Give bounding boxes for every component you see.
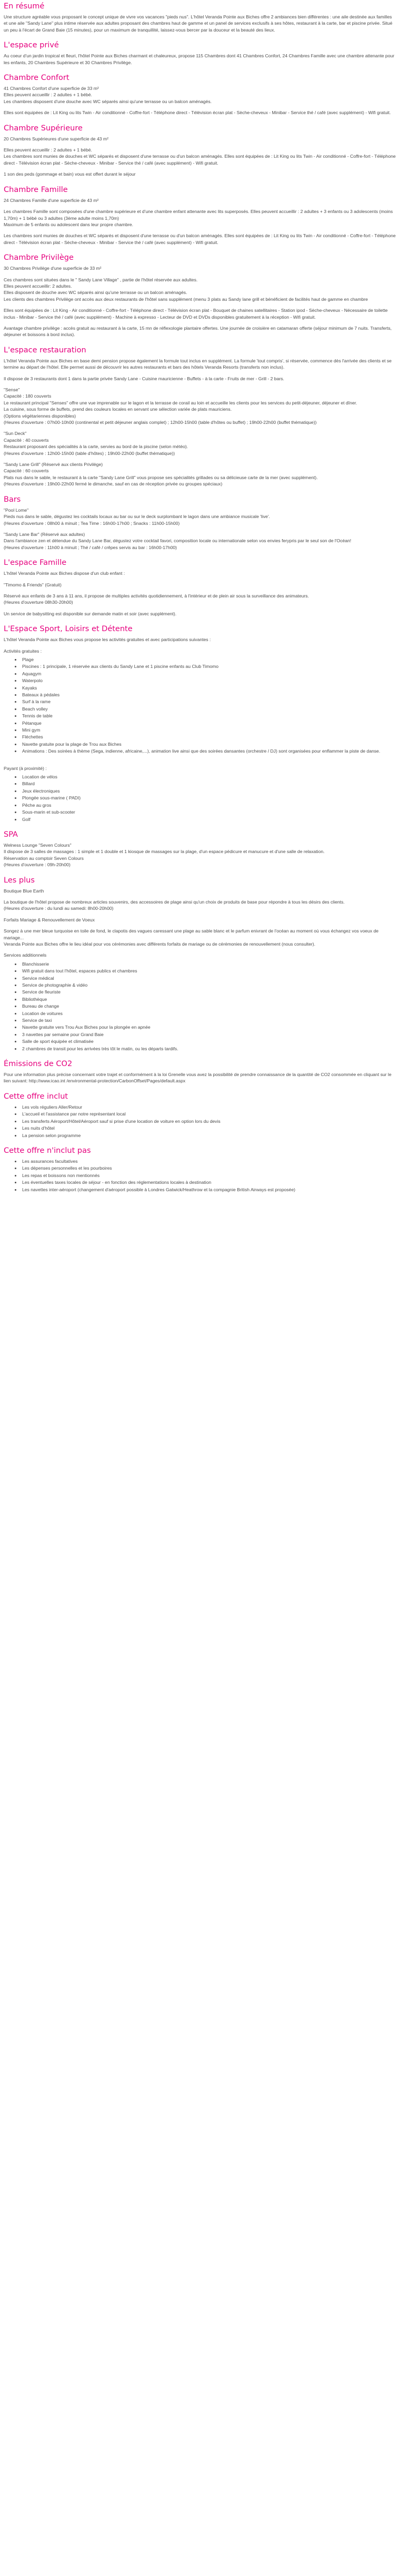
bar-line: Pieds nus dans le sable, dégustez les cocktails locaux au bar ou sur le deck surplombant le lagon dans une ambiance musicale 'live'. — [4, 514, 270, 520]
plus-line: (Heures d'ouverture : du lundi au samedi: 8h00-20h00) — [4, 906, 114, 911]
section-title-spa: SPA — [4, 830, 18, 839]
restaurant-line: Capacité : 180 couverts — [4, 393, 52, 399]
privilege-equipment: Elles sont équipées de : Lit King - Air conditionné - Coffre-fort - Téléphone direct - Télévision écran plat - Bouquet de chaines satellitaires - Station ipod - Sèche-cheveux - Nécessaire de toilette inclus - Minibar - Service thé / café (avec supplément) - Machine à expresso - Lecteur de DVD et DVDs disponibles gratuitement à la réception - Wifi gratuit. — [4, 308, 388, 320]
restaurant-line: (Options végétariennes disponibles) — [4, 413, 76, 419]
section-title-co2: Émissions de CO2 — [4, 1060, 73, 1069]
section-restauration — [4, 346, 396, 488]
famille-esp-text: Réservé aux enfants de 3 ans à 11 ans, il propose de multiples activités quotidiennement, à l'intérieur et de plein air sous la surveillance des animateurs. (Heures d'ouverture 08h30-20h00) — [4, 593, 309, 605]
bar-pool — [4, 507, 396, 526]
restaurant-line: Restaurant proposant des spécialités à la carte, servies au bord de la piscine (selon météo). — [4, 444, 188, 450]
list-item: • Plage — [21, 656, 396, 663]
famille-esp-intro: L'hôtel Veranda Pointe aux Biches dispose d'un club enfant : — [4, 571, 125, 576]
restaurant-line: Capacité : 60 couverts — [4, 468, 49, 474]
section-resume — [4, 2, 396, 33]
list-item: • Les nuits d'hôtel — [21, 1125, 396, 1131]
bar-sandy-lane — [4, 531, 396, 551]
resume-text: Une structure agréable vous proposant le concept unique de vivre vos vacances "pieds nus". L'hôtel Veranda Pointe aux Biches offre 2 ambiances bien différentes : une aile destinée aux familles et une aile "Sandy Lane" plus intime réservée aux adultes proposant des chambres haut de gamme et un panel de services exclusifs à ses hôtes, restaurant à la carte, bar et piscine privée. Situé un peu à l'écart de Grand Baie (15 minutes), pour un maximum de tranquillité, laissez-vous bercer par la douceur et la beauté des lieux. — [4, 14, 393, 33]
section-co2 — [4, 1059, 396, 1084]
list-item: • Wifi gratuit dans tout l'hôtel, espaces publics et chambres — [21, 968, 396, 974]
spa-line: (Heures d'ouverture : 09h-20h00) — [4, 862, 71, 868]
co2-text: Pour une information plus précise concernant votre trajet et conformément à la loi Grenelle vous avez la possibilité de prendre connaissance de la quantité de CO2 consommée en cliquant sur le lien suivant: http://www.icao.int /environmental-protection/CarbonOffset/Pages/default.aspx — [4, 1072, 392, 1084]
restaurant-line: Le restaurant principal "Senses" offre une vue imprenable sur le lagon et la terrasse de corail au loin et accueille les clients pour les services du petit-déjeuner, déjeuner et dîner. — [4, 400, 357, 405]
privilege-text: Ces chambres sont situées dans le " Sandy Lane Village" , partie de l'hôtel réservée aux adultes. Elles peuvent accueillir: 2 adultes. Elles disposent de douche avec WC séparés ainsi qu'une terrasse ou un balcon aménagés. Les clients des chambres Privilège ont accès aux deux restaurants de l'hôtel sans supplément (menu 3 plats au Sandy lane grill et bénéficient de facilités haut de gamme en chambre — [4, 277, 368, 302]
restaurant-line: "Sun Deck" — [4, 431, 27, 437]
restauration-p2: Il dispose de 3 restaurants dont 1 dans la partie privée Sandy Lane - Cuisine mauricienne - Buffets - à la carte - Fruits de mer - Grill - 2 bars. — [4, 376, 284, 381]
list-item: • Service de photographie & vidéo — [21, 982, 396, 988]
list-item: • Jeux électroniques — [21, 788, 396, 794]
services-list — [4, 961, 396, 1052]
section-title-inclut: Cette offre inclut — [4, 1092, 68, 1101]
list-item: • Les éventuelles taxes locales de séjour - en fonction des réglementations locales à destination — [21, 1179, 396, 1185]
spa-line: Welness Lounge "Seven Colours" — [4, 842, 72, 848]
section-offre-non-inclut — [4, 1146, 396, 1193]
section-chambre-famille — [4, 185, 396, 246]
plus-line: La boutique de l'hôtel propose de nombreux articles souvenirs, des accessoires de plage ainsi qu'un choix de produits de base pour répondre à tous les désirs des clients. — [4, 899, 345, 905]
bar-line: "Sandy Lane Bar" (Réservé aux adultes) — [4, 531, 85, 537]
sport-intro: L'hôtel Veranda Pointe aux Biches vous propose les activités gratuites et avec participations suivantes : — [4, 637, 211, 643]
restaurant-sun-deck — [4, 430, 396, 457]
restaurant-line: (Heures d'ouverture : 19h00-22h00 fermé le dimanche, sauf en cas de réception privée ou groupes spéciaux) — [4, 481, 223, 487]
list-item: • Les navettes inter-aéroport (changement d'aéroport possible à Londres Gatwick/Heathrow et la compagnie British Airways est proposée) — [21, 1186, 396, 1193]
famille-esp-babysitting: Un service de babysitting est disponible sur demande matin et soir (avec supplément). — [4, 611, 177, 616]
list-item: • Service médical — [21, 975, 396, 981]
list-item: • Surf à la rame — [21, 698, 396, 705]
list-item: • Billard — [21, 780, 396, 787]
section-title-plus: Les plus — [4, 876, 35, 885]
list-item: • La pension selon programme — [21, 1132, 396, 1139]
spa-line: Il dispose de 3 salles de massages : 1 simple et 1 double et 1 kiosque de massages sur la plage, d'un espace pédicure et manucure et d'une salle de relaxation. — [4, 849, 325, 855]
list-item: • Navette gratuite vers Trou Aux Biches pour la plongée en apnée — [21, 1024, 396, 1030]
confort-line: Les chambres disposent d'une douche avec WC séparés ainsi qu'une terrasse ou un balcon aménagés. — [4, 98, 212, 104]
section-title-non-inclut: Cette offre n'inclut pas — [4, 1146, 91, 1155]
superieure-note: 1 son des peds (gommage et bain) vous est offert durant le séjour — [4, 171, 136, 177]
list-item: • Les assurances facultatives — [21, 1158, 396, 1164]
section-title-famille: Chambre Famille — [4, 185, 68, 194]
section-title-bars: Bars — [4, 495, 21, 504]
bar-line: (Heures d'ouverture : 08h00 à minuit ; Tea Time : 16h00-17h00 ; Snacks : 11h00-15h00) — [4, 520, 180, 526]
privilege-intro: 30 Chambres Privilège d'une superficie de 33 m² — [4, 266, 102, 271]
list-item: • Kayaks — [21, 685, 396, 691]
list-item: • Blanchisserie — [21, 961, 396, 967]
list-item: • Fléchettes — [21, 734, 396, 740]
restaurant-line: Capacité : 40 couverts — [4, 437, 49, 443]
list-item: • Bibliothèque — [21, 996, 396, 1002]
non-inclut-list — [4, 1158, 396, 1193]
section-espace-prive — [4, 40, 396, 66]
section-title-espace-prive: L'espace privé — [4, 41, 59, 50]
list-item: • Pêche au gros — [21, 802, 396, 808]
list-item: • Bateaux à pédales — [21, 692, 396, 698]
restaurant-line: "Sense" — [4, 387, 20, 392]
section-title-sport: L'Espace Sport, Loisirs et Détente — [4, 625, 133, 634]
list-item: • Bureau de change — [21, 1003, 396, 1009]
restaurant-sense — [4, 387, 396, 425]
list-item: • Waterpolo — [21, 677, 396, 684]
list-item: • Les repas et boissons non mentionnés — [21, 1172, 396, 1179]
list-item: • Navette gratuite pour la plage de Trou aux Biches — [21, 741, 396, 747]
section-chambre-superieure — [4, 124, 396, 178]
section-sport — [4, 624, 396, 823]
section-espace-famille — [4, 558, 396, 617]
restaurant-sandy-lane-grill — [4, 461, 396, 488]
plus-line: Boutique Blue Earth — [4, 888, 44, 894]
bar-line: "Pool Lome" — [4, 507, 29, 513]
restaurant-line: "Sandy Lane Grill" (Réservé aux clients Privilège) — [4, 462, 103, 468]
list-item: • Location de vélos — [21, 774, 396, 780]
famille-esp-club: "Timomo & Friends" (Gratuit) — [4, 582, 62, 587]
inclut-list — [4, 1104, 396, 1139]
section-title-superieure: Chambre Supérieure — [4, 124, 83, 133]
sport-paid-list — [4, 774, 396, 823]
restaurant-line: (Heures d'ouverture : 07h00-10h00 (continental et petit déjeuner anglais complet) ; 12h00-15h00 (table d'hôtes ou buffet) ; 19h00-22h00 (buffet thématique)) — [4, 420, 317, 425]
section-title-espace-famille: L'espace Famille — [4, 559, 67, 567]
section-bars — [4, 495, 396, 551]
confort-line: Elles peuvent accueillir : 2 adultes + 1 bébé. — [4, 92, 92, 98]
list-item: • L'accueil et l'assistance par notre représentant local — [21, 1111, 396, 1117]
famille-intro: 24 Chambres Famille d'une superficie de 43 m² — [4, 197, 99, 203]
list-item: • Tennis de table — [21, 713, 396, 719]
sport-paid-label: Payant (à proximité) : — [4, 765, 47, 771]
list-item: • Mini gym — [21, 727, 396, 733]
list-item: • Pétanque — [21, 720, 396, 726]
restaurant-line: Plats nus dans le sable, le restaurant à la carte "Sandy Lane Grill" vous propose ses spécialités grillades ou sa délicieuse carte de la mer (avec supplément). — [4, 474, 318, 480]
plus-line: Veranda Pointe aux Biches offre le lieu idéal pour vos cérémonies avec différents forfaits de mariage ou de cérémonies de renouvellement (nous consulter). — [4, 941, 316, 947]
spa-line: Réservation au comptoir Seven Colours — [4, 855, 84, 861]
superieure-intro: 20 Chambres Supérieures d'une superficie de 43 m² — [4, 136, 108, 141]
section-chambre-confort — [4, 73, 396, 116]
list-item: • Beach volley — [21, 706, 396, 712]
section-les-plus — [4, 876, 396, 1052]
list-item: • Aquagym — [21, 671, 396, 677]
section-title-privilege: Chambre Privilège — [4, 253, 74, 262]
list-item: • Les vols réguliers Aller/Retour — [21, 1104, 396, 1110]
list-item: • Sous-marin et sub-scooter — [21, 809, 396, 815]
wedding — [4, 928, 396, 947]
page — [0, 0, 399, 1193]
bar-line: (Heures d'ouverture : 11h00 à minuit ; Thé / café / crêpes servis au bar : 16h00-17h00) — [4, 544, 177, 550]
confort-equipment: Elles sont équipées de : Lit King ou lits Twin - Air conditionné - Coffre-fort - Téléphone direct - Télévision écran plat - Sèche-cheveux - Minibar - Service thé / café (avec supplément) - Wifi gratuit. — [4, 110, 391, 116]
list-item: • Golf — [21, 816, 396, 823]
famille-text: Les chambres Famille sont composées d'une chambre supérieure et d'une chambre enfant attenante avec lits superposés. Elles peuvent accueillir : 2 adultes + 3 enfants ou 3 adolescents (moins 1,70m) + 1 bébé ou 3 adultes (3ème adulte moins 1,70m) Maximum de 5 enfants ou adolescent dans leur propre chambre. — [4, 209, 393, 227]
restaurant-line: (Heures d'ouverture : 12h00-15h00 (table d'hôtes) ; 19h00-22h00 (buffet thématique)) — [4, 450, 175, 456]
wedding-label: Forfaits Mariage & Renouvellement de Voeux — [4, 917, 95, 922]
espace-prive-text: Au coeur d'un jardin tropical et fleuri, l'hôtel Pointe aux Biches charmant et chaleureux, propose 115 Chambres dont 41 Chambres Confort, 24 Chambres Famille avec une chambre attenante pour les enfants, 20 Chambres Supérieure et 30 Chambres Privilège. — [4, 53, 395, 65]
boutique — [4, 888, 396, 912]
list-item: • Salle de sport équipée et climatisée — [21, 1038, 396, 1044]
restaurant-line: La cuisine, sous forme de buffets, prend des couleurs locales en servant une sélection variée de plats mauriciens. — [4, 407, 232, 412]
list-item: • Les transferts Aéroport/Hôtel/Aéroport sauf si prise d'une location de voiture en option lors du devis — [21, 1118, 396, 1124]
sport-free-label: Activités gratuites : — [4, 648, 42, 654]
section-title-restauration: L'espace restauration — [4, 346, 86, 354]
list-item: • 2 chambres de transit pour les arrivées très tôt le matin, ou les départs tardifs. — [21, 1046, 396, 1052]
list-item: • Location de voitures — [21, 1010, 396, 1017]
privilege-note: Avantage chambre privilège : accès gratuit au restaurant à la carte, 15 mn de réflexologie plantaire offertes. Une journée de croisière en catamaran offerte (séjour minimum de 7 nuits. Transferts, déjeuner et boissons à bord inclus). — [4, 325, 392, 338]
confort-line: 41 Chambres Confort d'une superficie de 33 m² — [4, 86, 99, 92]
section-chambre-privilege — [4, 253, 396, 338]
list-item: • Plongée sous-marine ( PADI) — [21, 795, 396, 801]
section-spa — [4, 830, 396, 868]
superieure-text: Elles peuvent accueillir : 2 adultes + 1 bébé. Les chambres sont munies de douches et WC séparés et disposent d'une terrasse ou d'un balcon aménagés. Elles sont équipées de : Lit King ou lits Twin - Air conditionné - Coffre-fort - Téléphone direct - Télévision écran plat - Sèche-cheveux - Minibar - Service thé / café (avec supplément) - Wifi gratuit. — [4, 147, 396, 166]
section-title-resume: En résumé — [4, 2, 45, 11]
list-item: • Les dépenses personnelles et les pourboires — [21, 1165, 396, 1171]
restauration-p1: L'hôtel Veranda Pointe aux Biches en base demi pension propose également la formule tout inclus en supplément. La formule 'tout compris', si réservée, commence dès l'arrivée des clients et se termine au départ de l'hôtel. Elle permet aussi de découvrir les autres restaurants et bars des hôtels Veranda Resorts (transferts non inclus). — [4, 358, 392, 370]
section-title-confort: Chambre Confort — [4, 74, 69, 83]
bar-line: Dans l'ambiance zen et détendue du Sandy Lane Bar, dégustez votre cocktail favori, composition locale ou internationale selon vos envies ferypris par le seul son de l'Océan! — [4, 538, 352, 544]
plus-line: Songez à une mer bleue turquoise en toile de fond, le clapotis des vagues caressant une plage au sable blanc et le parfum enivrant de l'océan au moment où vous échangez vos voeux de mariage... — [4, 928, 379, 940]
list-item: • 3 navettes par semaine pour Grand Baie — [21, 1031, 396, 1038]
list-item: • Service de taxi — [21, 1017, 396, 1023]
section-offre-inclut — [4, 1092, 396, 1139]
famille-equipment: Les chambres sont munies de douches et WC séparés et disposent d'une terrasse ou d'un balcon aménagés. Elles sont équipées de : Lit King ou lits Twin - Air conditionné - Coffre-fort - Téléphone direct - Télévision écran plat - Sèche-cheveux - Minibar - Service thé / café (avec supplément) - Wifi gratuit. — [4, 233, 396, 245]
sport-free-list — [4, 656, 396, 755]
services-label: Services additionnels — [4, 952, 47, 958]
list-item: • Service de fleuriste — [21, 989, 396, 995]
list-item: • Animations : Des soirées à thème (Sega, indienne, africaine,...), animation live ainsi que des soirées dansantes (orchestre / DJ) sont organisées pour enflammer la piste de danse. — [21, 748, 396, 754]
list-item: • Piscines : 1 principale, 1 réservée aux clients du Sandy Lane et 1 piscine enfants au Club Timomo — [21, 663, 396, 670]
